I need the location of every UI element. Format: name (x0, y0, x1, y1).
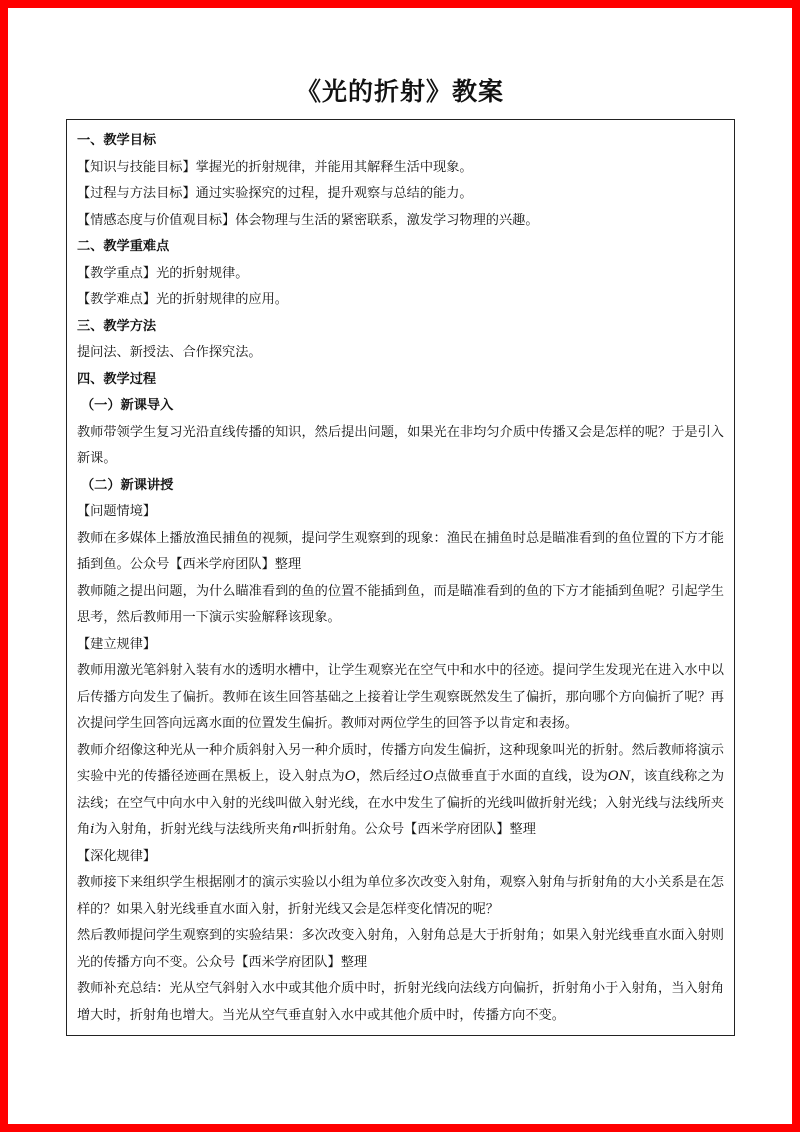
section-heading-process: 四、教学过程 (77, 371, 157, 387)
subheading-intro: （一）新课导入 (81, 398, 174, 413)
establish-paragraph-1: 教师用激光笔斜射入装有水的透明水槽中，让学生观察光在空气中和水中的径迹。提问学生发现光在进入水中以后传播方向发生了偏折。教师在该生回答基础之上接着让学生观察既然发生了偏折，那向哪个方向偏折了呢？再次提问学生回答向远离水面的位置发生偏折。教师对两位学生的回答予以肯定和表扬。 (77, 663, 724, 731)
document-title: 《光的折射》教案 (295, 77, 504, 106)
situation-paragraph-1: 教师在多媒体上播放渔民捕鱼的视频，提问学生观察到的现象：渔民在捕鱼时总是瞄准看到的鱼位置的下方才能插到鱼。公众号【西米学府团队】整理 (77, 530, 724, 572)
methods-text: 提问法、新授法、合作探究法。 (77, 345, 262, 360)
establish-text-a: 教师介绍像这种光从一种介质斜射入另一种介质时，传播方向发生偏折，这种现象叫光的折射。然后教师将演示实验中光的传播径迹画在黑板上，设入射点为 (77, 742, 724, 784)
deepen-label: 【深化规律】 (77, 848, 157, 864)
establish-text-b: ，然后经过 (355, 769, 423, 784)
establish-text-c: 点做垂直于水面的直线，设为 (433, 769, 608, 784)
establish-label: 【建立规律】 (77, 636, 157, 652)
section-heading-methods: 三、教学方法 (77, 318, 157, 334)
key-point: 【教学重点】光的折射规律。 (77, 265, 249, 281)
difficult-point: 【教学难点】光的折射规律的应用。 (77, 292, 288, 307)
establish-text-e: 为入射角，折射光线与法线所夹角 (94, 822, 293, 837)
establish-paragraph-2 (77, 738, 724, 844)
goal-process: 【过程与方法目标】通过实验探究的过程，提升观察与总结的能力。 (77, 186, 473, 201)
symbol-on: ON (607, 769, 631, 784)
symbol-o-second: O (422, 769, 434, 784)
symbol-r: r (292, 822, 299, 837)
goal-knowledge: 【知识与技能目标】掌握光的折射规律，并能用其解释生活中现象。 (77, 159, 473, 175)
situation-label: 【问题情境】 (77, 504, 157, 519)
establish-text-f: 叫折射角。公众号【西米学府团队】整理 (298, 822, 536, 837)
deepen-paragraph-3: 教师补充总结：光从空气斜射入水中或其他介质中时，折射光线向法线方向偏折，折射角小于入射角，当入射角增大时，折射角也增大。当光从空气垂直射入水中或其他介质中时，传播方向不变。 (77, 981, 724, 1023)
section-heading-key-points: 二、教学重难点 (77, 239, 170, 254)
subheading-teach: （二）新课讲授 (81, 477, 174, 493)
section-heading-goals: 一、教学目标 (77, 133, 157, 148)
goal-emotion: 【情感态度与价值观目标】体会物理与生活的紧密联系，激发学习物理的兴趣。 (77, 212, 539, 228)
deepen-paragraph-2: 然后教师提问学生观察到的实验结果：多次改变入射角，入射角总是大于折射角；如果入射光线垂直水面入射则光的传播方向不变。公众号【西米学府团队】整理 (77, 928, 724, 970)
symbol-o: O (344, 769, 356, 784)
establish-text-d: ，该直线称之为法线；在空气中向水中入射的光线叫做入射光线，在水中发生了偏折的光线叫做折射光线；入射光线与法线所夹角 (77, 769, 725, 837)
deepen-paragraph-1: 教师接下来组织学生根据刚才的演示实验以小组为单位多次改变入射角，观察入射角与折射角的大小关系是在怎样的？如果入射光线垂直水面入射，折射光线又会是怎样变化情况的呢？ (77, 875, 724, 917)
lesson-plan-box (66, 119, 735, 1036)
intro-text: 教师带领学生复习光沿直线传播的知识，然后提出问题，如果光在非均匀介质中传播又会是怎样的呢？于是引入新课。 (77, 424, 724, 466)
situation-paragraph-2: 教师随之提出问题，为什么瞄准看到的鱼的位置不能插到鱼，而是瞄准看到的鱼的下方才能插到鱼呢？引起学生思考，然后教师用一下演示实验解释该现象。 (77, 583, 724, 625)
symbol-i: i (90, 822, 95, 837)
